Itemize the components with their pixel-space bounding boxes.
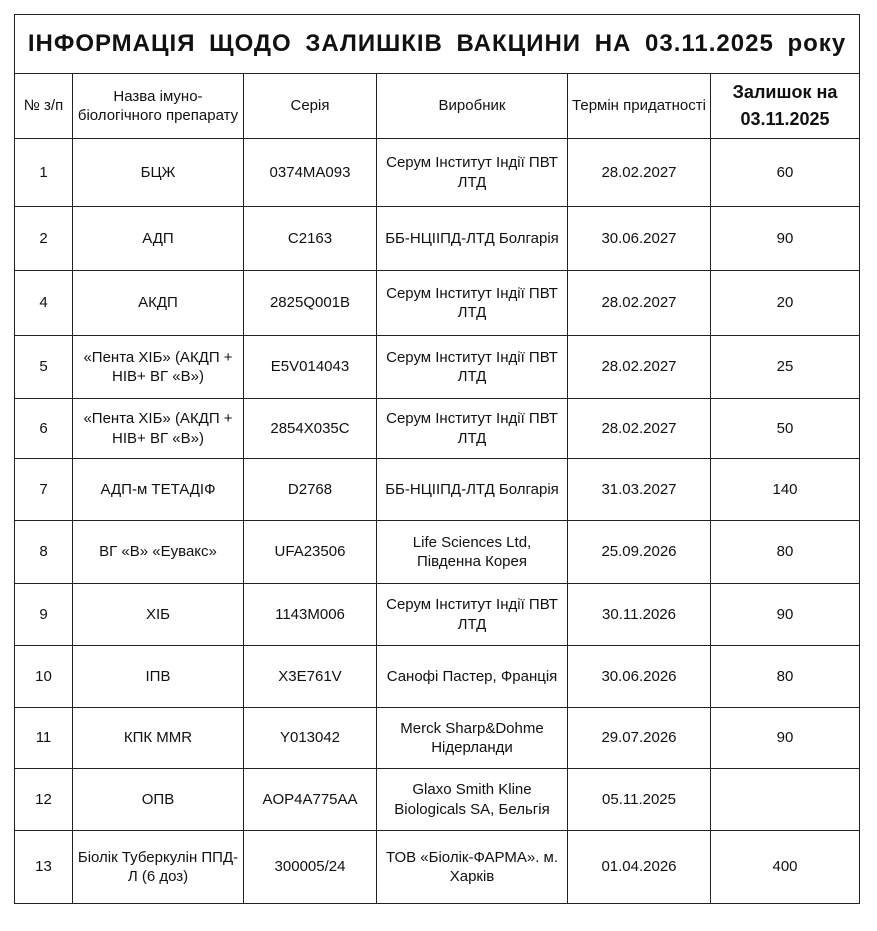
cell-series: Y013042: [244, 708, 377, 769]
cell-expiry: 01.04.2026: [568, 831, 711, 904]
cell-name: АДП: [73, 207, 244, 271]
cell-n: 9: [15, 584, 73, 646]
cell-series: 2825Q001B: [244, 271, 377, 336]
col-maker: Виробник: [377, 74, 568, 139]
cell-n: 7: [15, 459, 73, 521]
cell-n: 4: [15, 271, 73, 336]
cell-expiry: 05.11.2025: [568, 769, 711, 831]
cell-stock: 90: [711, 708, 860, 769]
cell-maker: ББ-НЦІІПД-ЛТД Болгарія: [377, 207, 568, 271]
cell-expiry: 28.02.2027: [568, 139, 711, 207]
table-row: [15, 584, 860, 646]
col-name: Назва імуно-біологічного препарату: [73, 74, 244, 139]
cell-expiry: 30.11.2026: [568, 584, 711, 646]
cell-series: D2768: [244, 459, 377, 521]
cell-expiry: 30.06.2027: [568, 207, 711, 271]
cell-stock: 25: [711, 336, 860, 399]
cell-name: ХІБ: [73, 584, 244, 646]
cell-maker: Серум Інститут Індії ПВТ ЛТД: [377, 271, 568, 336]
cell-series: 1143M006: [244, 584, 377, 646]
cell-n: 2: [15, 207, 73, 271]
cell-expiry: 28.02.2027: [568, 271, 711, 336]
cell-maker: Серум Інститут Індії ПВТ ЛТД: [377, 399, 568, 459]
cell-series: 2854X035C: [244, 399, 377, 459]
cell-name: АДП-м ТЕТАДІФ: [73, 459, 244, 521]
cell-maker: Санофі Пастер, Франція: [377, 646, 568, 708]
cell-series: X3E761V: [244, 646, 377, 708]
cell-n: 11: [15, 708, 73, 769]
cell-series: 300005/24: [244, 831, 377, 904]
cell-name: ВГ «В» «Еувакс»: [73, 521, 244, 584]
cell-series: AOP4A775AA: [244, 769, 377, 831]
col-stock: Залишок на 03.11.2025: [711, 74, 860, 139]
cell-name: АКДП: [73, 271, 244, 336]
cell-series: E5V014043: [244, 336, 377, 399]
cell-expiry: 28.02.2027: [568, 336, 711, 399]
table-row: [15, 521, 860, 584]
cell-expiry: 28.02.2027: [568, 399, 711, 459]
cell-stock: 90: [711, 207, 860, 271]
table-row: [15, 646, 860, 708]
cell-stock: 140: [711, 459, 860, 521]
cell-maker: Life Sciences Ltd, Південна Корея: [377, 521, 568, 584]
table-row: [15, 207, 860, 271]
cell-maker: Серум Інститут Індії ПВТ ЛТД: [377, 336, 568, 399]
col-series: Серія: [244, 74, 377, 139]
table-row: [15, 831, 860, 904]
cell-name: БЦЖ: [73, 139, 244, 207]
document-title: ІНФОРМАЦІЯ ЩОДО ЗАЛИШКІВ ВАКЦИНИ НА 03.11.2025 року: [15, 15, 860, 74]
cell-series: C2163: [244, 207, 377, 271]
cell-series: UFA23506: [244, 521, 377, 584]
table-row: [15, 271, 860, 336]
cell-expiry: 30.06.2026: [568, 646, 711, 708]
cell-n: 10: [15, 646, 73, 708]
vaccine-stock-table: [14, 14, 860, 904]
cell-maker: ББ-НЦІІПД-ЛТД Болгарія: [377, 459, 568, 521]
cell-stock: 60: [711, 139, 860, 207]
cell-expiry: 29.07.2026: [568, 708, 711, 769]
cell-name: ОПВ: [73, 769, 244, 831]
cell-maker: Серум Інститут Індії ПВТ ЛТД: [377, 584, 568, 646]
cell-maker: Merck Sharp&Dohme Нідерланди: [377, 708, 568, 769]
table-row: [15, 139, 860, 207]
table-row: [15, 336, 860, 399]
cell-name: КПК MMR: [73, 708, 244, 769]
cell-name: Біолік Туберкулін ППД-Л (6 доз): [73, 831, 244, 904]
cell-n: 6: [15, 399, 73, 459]
cell-maker: Glaxo Smith Kline Biologicals SA, Бельгія: [377, 769, 568, 831]
cell-series: 0374MA093: [244, 139, 377, 207]
cell-stock: 400: [711, 831, 860, 904]
cell-stock: 80: [711, 646, 860, 708]
cell-stock: 20: [711, 271, 860, 336]
cell-stock: 50: [711, 399, 860, 459]
table-row: [15, 399, 860, 459]
cell-n: 12: [15, 769, 73, 831]
cell-n: 1: [15, 139, 73, 207]
col-number: № з/п: [15, 74, 73, 139]
cell-n: 13: [15, 831, 73, 904]
table-row: [15, 769, 860, 831]
cell-stock: 80: [711, 521, 860, 584]
cell-stock: [711, 769, 860, 831]
cell-maker: Серум Інститут Індії ПВТ ЛТД: [377, 139, 568, 207]
cell-n: 5: [15, 336, 73, 399]
cell-stock: 90: [711, 584, 860, 646]
col-expiry: Термін придатності: [568, 74, 711, 139]
header-row: [15, 74, 860, 139]
table-row: [15, 708, 860, 769]
cell-name: «Пента ХІБ» (АКДП + HIB+ ВГ «В»): [73, 336, 244, 399]
cell-name: «Пента ХІБ» (АКДП + HIB+ ВГ «В»): [73, 399, 244, 459]
cell-name: ІПВ: [73, 646, 244, 708]
cell-expiry: 31.03.2027: [568, 459, 711, 521]
cell-expiry: 25.09.2026: [568, 521, 711, 584]
table-row: [15, 459, 860, 521]
cell-n: 8: [15, 521, 73, 584]
cell-maker: ТОВ «Біолік-ФАРМА». м. Харків: [377, 831, 568, 904]
